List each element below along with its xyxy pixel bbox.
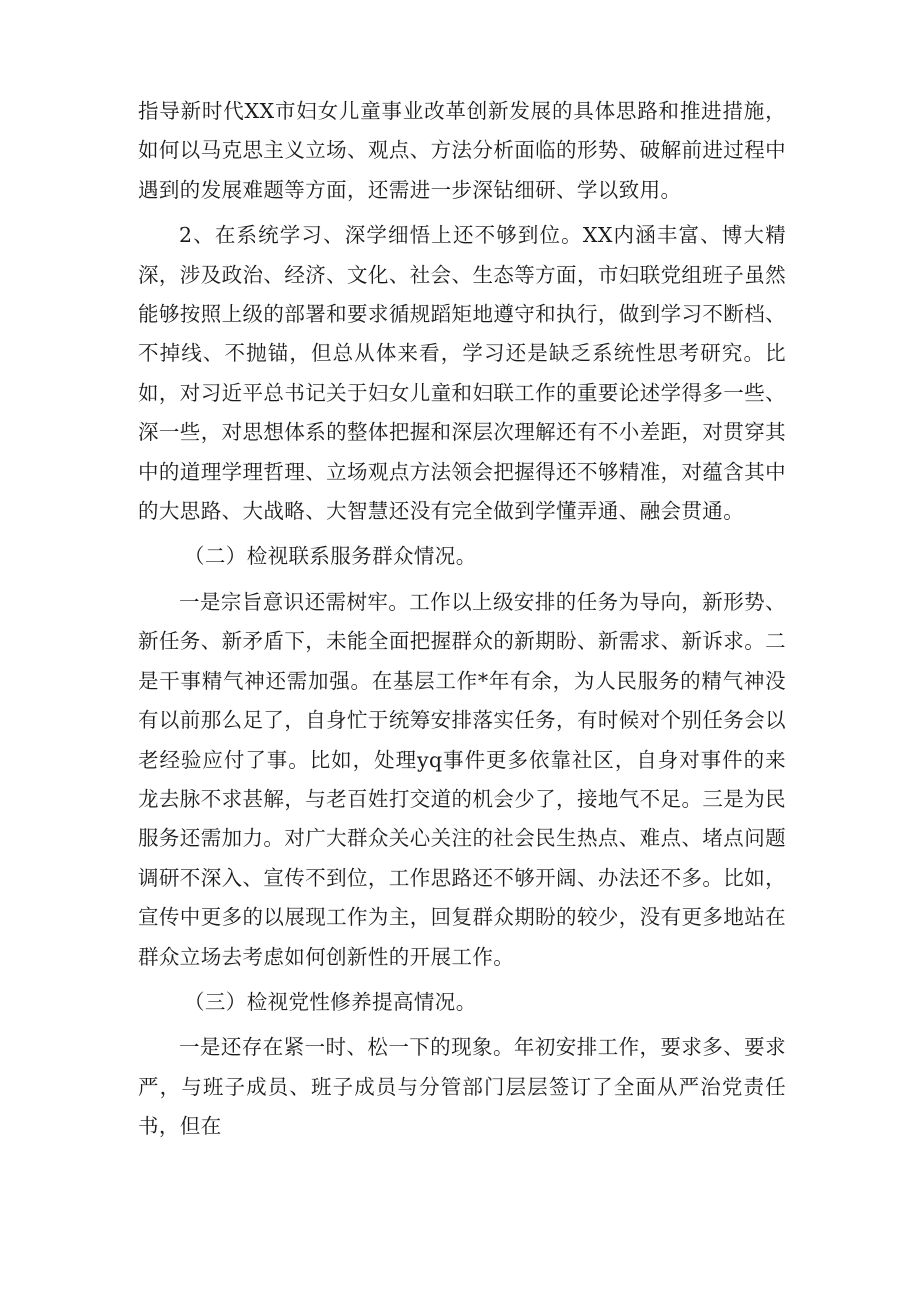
document-body <box>138 92 786 1147</box>
paragraph-item-2: 2、在系统学习、深学细悟上还不够到位。XX内涵丰富、博大精深，涉及政治、经济、文化、社会、生态等方面，市妇联党组班子虽然能够按照上级的部署和要求循规蹈矩地遵守和执行，做到学习不断档、不掉线、不抛锚，但总从体来看，学习还是缺乏系统性思考研究。比如，对习近平总书记关于妇女儿童和妇联工作的重要论述学得多一些、深一些，对思想体系的整体把握和深层次理解还有不小差距，对贯穿其中的道理学理哲理、立场观点方法领会把握得还不够精准，对蕴含其中的大思路、大战略、大智慧还没有完全做到学懂弄通、融会贯通。 <box>138 223 786 524</box>
paragraph-continuation: 指导新时代XX市妇女儿童事业改革创新发展的具体思路和推进措施，如何以马克思主义立场、观点、方法分析面临的形势、破解前进过程中遇到的发展难题等方面，还需进一步深钻细研、学以致用。 <box>138 99 786 202</box>
paragraph-party-spirit: 一是还存在紧一时、松一下的现象。年初安排工作，要求多、要求严，与班子成员、班子成员与分管部门层层签订了全面从严治党责任书，但在 <box>138 1035 786 1139</box>
section-heading-3: （三）检视党性修养提高情况。 <box>184 989 477 1014</box>
paragraph-service-masses: 一是宗旨意识还需树牢。工作以上级安排的任务为导向，新形势、新任务、新矛盾下，未能全面把握群众的新期盼、新需求、新诉求。二是干事精气神还需加强。在基层工作*年有余，为人民服务的精气神没有以前那么足了，自身忙于统筹安排落实任务，有时候对个别任务会以老经验应付了事。比如，处理yq事件更多依靠社区，自身对事件的来龙去脉不求甚解，与老百姓打交道的机会少了，接地气不足。三是为民服务还需加力。对广大群众关心关注的社会民生热点、难点、堵点问题调研不深入、宣传不到位，工作思路还不够开阔、办法还不多。比如，宣传中更多的以展现工作为主，回复群众期盼的较少，没有更多地站在群众立场去考虑如何创新性的开展工作。 <box>138 589 786 969</box>
section-heading-2: （二）检视联系服务群众情况。 <box>184 544 477 569</box>
